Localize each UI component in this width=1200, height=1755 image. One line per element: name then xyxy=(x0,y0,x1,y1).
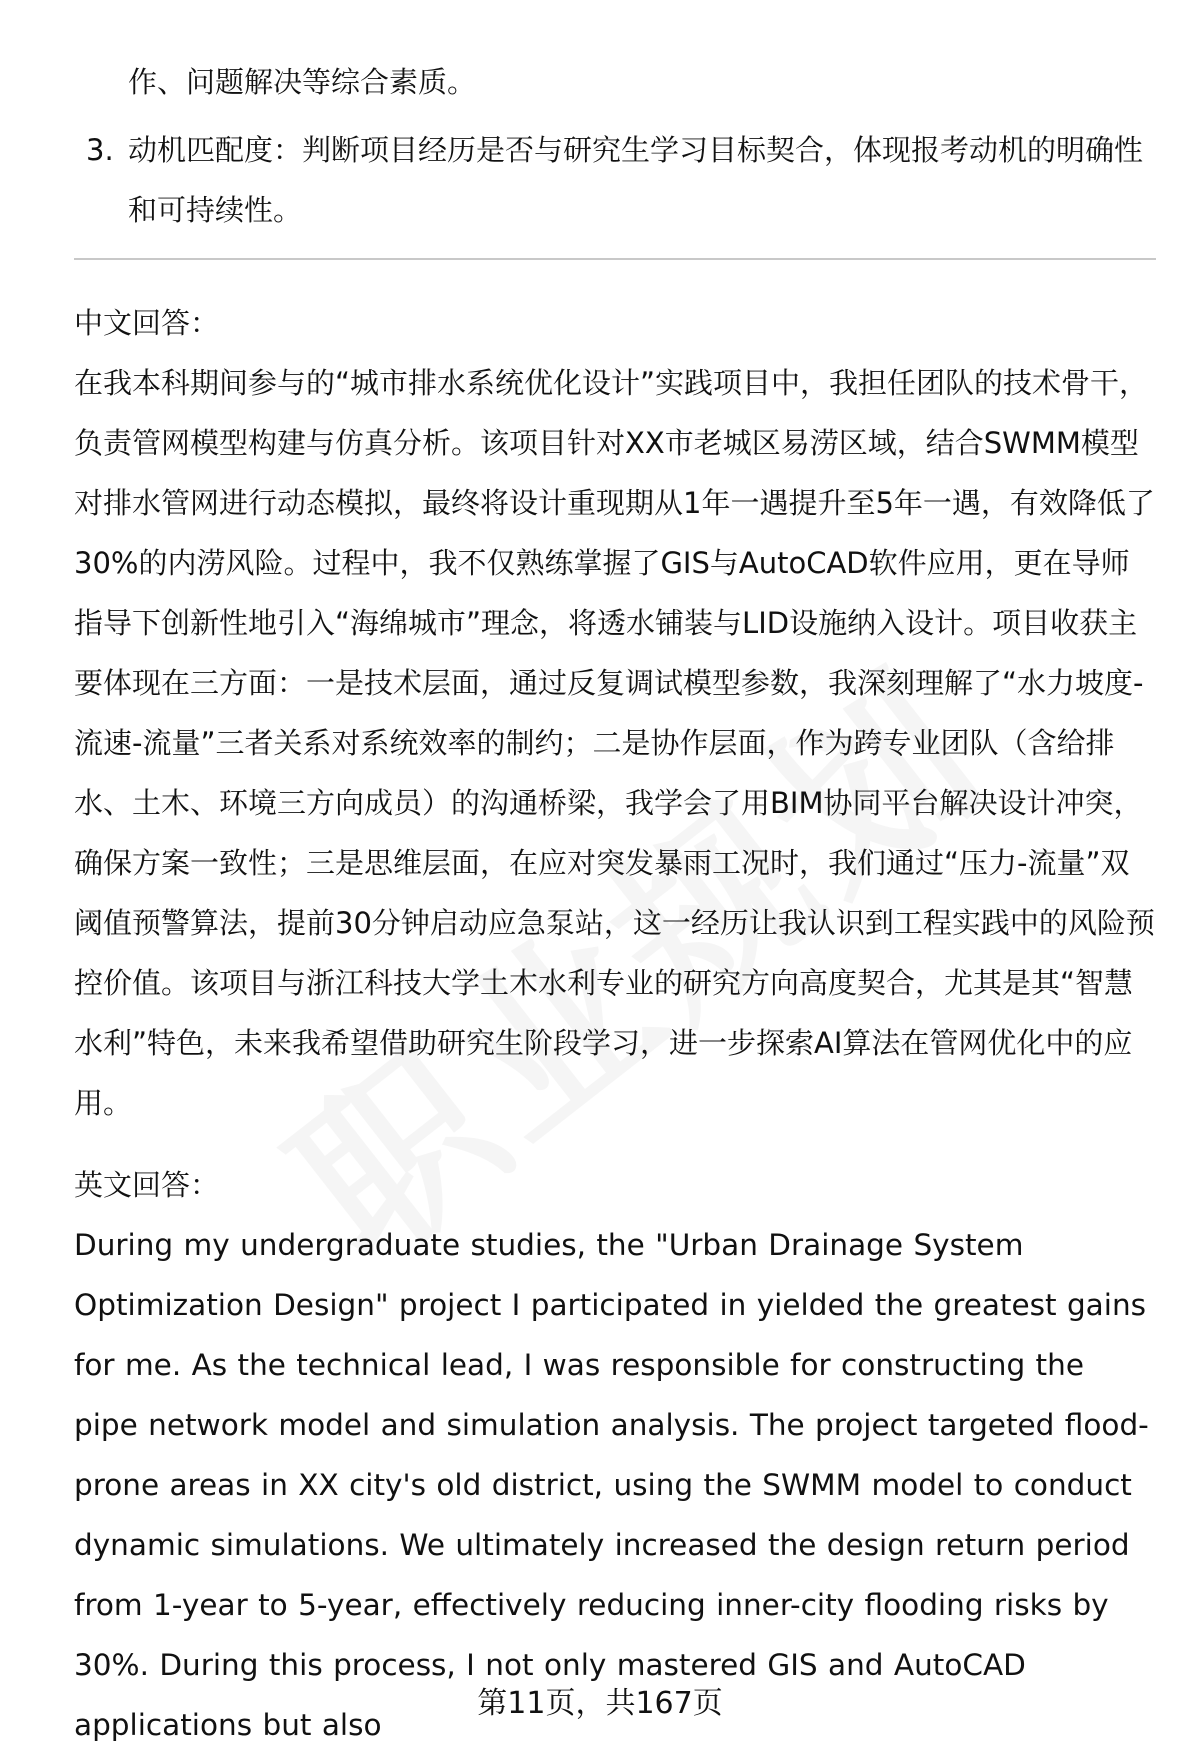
page-number: 第11页，共167页 xyxy=(477,1686,723,1721)
english-answer-heading: 英文回答： xyxy=(74,1168,220,1202)
english-answer-paragraph: During my undergraduate studies, the "Urban Drainage System Optimization Design" project I participated in yielded the greatest gains for me. As the technical lead, I was responsible for constructing the pipe network model and simulation analysis. The project targeted flood-prone areas in XX city's old district, using the SWMM model to conduct dynamic simulations. We ultimately increased the design return period from 1-year to 5-year, effectively reducing inner-city flooding risks by 30%. During this process, I not only mastered GIS and AutoCAD applications but also xyxy=(74,1228,1149,1742)
chinese-answer-heading: 中文回答： xyxy=(74,306,220,340)
list-item-text: 动机匹配度：判断项目经历是否与研究生学习目标契合，体现报考动机的明确性和可持续性。 xyxy=(128,133,1144,227)
chinese-answer-paragraph: 在我本科期间参与的“城市排水系统优化设计”实践项目中，我担任团队的技术骨干，负责管网模型构建与仿真分析。该项目针对XX市老城区易涝区域，结合SWMM模型对排水管网进行动态模拟，最终将设计重现期从1年一遇提升至5年一遇，有效降低了30%的内涝风险。过程中，我不仅熟练掌握了GIS与AutoCAD软件应用，更在导师指导下创新性地引入“海绵城市”理念，将透水铺装与LID设施纳入设计。项目收获主要体现在三方面：一是技术层面，通过反复调试模型参数，我深刻理解了“水力坡度-流速-流量”三者关系对系统效率的制约；二是协作层面，作为跨专业团队（含给排水、土木、环境三方向成员）的沟通桥梁，我学会了用BIM协同平台解决设计冲突，确保方案一致性；三是思维层面，在应对突发暴雨工况时，我们通过“压力-流量”双阈值预警算法，提前30分钟启动应急泵站，这一经历让我认识到工程实践中的风险预控价值。该项目与浙江科技大学土木水利专业的研究方向高度契合，尤其是其“智慧水利”特色，未来我希望借助研究生阶段学习，进一步探索AI算法在管网优化中的应用。 xyxy=(74,366,1155,1120)
list-item-number: 3. xyxy=(86,133,114,167)
section-divider xyxy=(74,258,1156,260)
list-item-text: 作、问题解决等综合素质。 xyxy=(128,65,477,99)
